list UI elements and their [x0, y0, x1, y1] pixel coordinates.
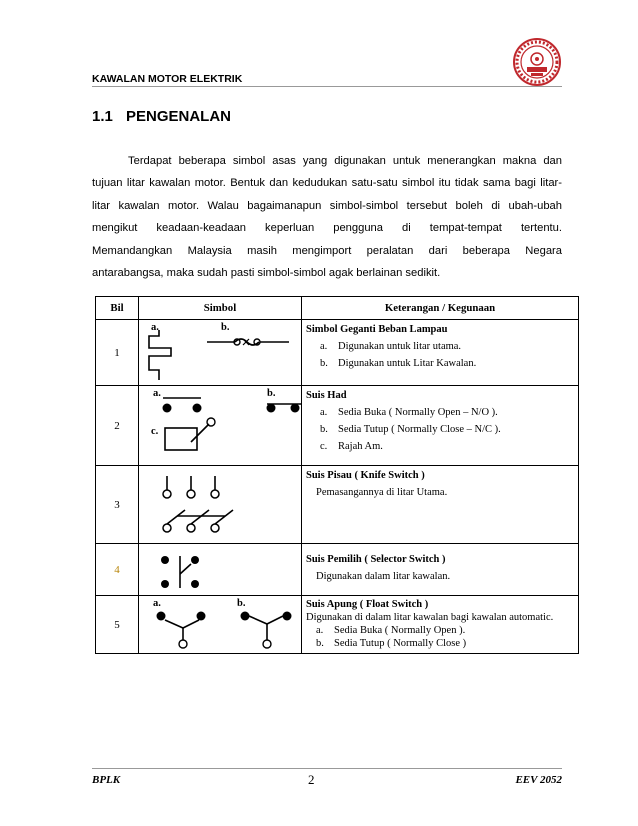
description-heading: Simbol Geganti Beban Lampau [306, 324, 448, 335]
paragraph-line: Terdapat beberapa simbol asas yang digunakan untuk menerangkan makna dan [128, 155, 562, 167]
description-cell [302, 596, 579, 654]
description-heading: Suis Pemilih ( Selector Switch ) [306, 554, 446, 565]
header-simbol: Simbol [139, 297, 302, 320]
row-number: 1 [96, 320, 139, 386]
paragraph-line: litar kawalan motor. Walau bagaimanapun simbol-simbol tersebut boleh di ubah-ubah [92, 199, 562, 212]
symbol-cell [139, 544, 302, 596]
description-heading: Suis Had [306, 390, 347, 401]
description-item: a. Digunakan untuk litar utama. [320, 341, 462, 352]
row-number: 3 [96, 466, 139, 544]
row-number: 2 [96, 386, 139, 466]
table-header-row [96, 297, 579, 320]
description-item: b. Sedia Tutup ( Normally Close ) [316, 638, 467, 649]
intro-paragraph [92, 150, 562, 284]
symbol-cell [139, 320, 302, 386]
symbol-label: b. [237, 598, 246, 609]
table-row [96, 386, 579, 466]
description-note: Digunakan dalam litar kawalan. [316, 571, 451, 582]
limit-switch-symbol [139, 386, 301, 466]
header-rule [92, 86, 562, 87]
header-keterangan: Keterangan / Kegunaan [302, 297, 579, 320]
paragraph-line: tujuan litar kawalan motor. Bentuk dan kedudukan satu-satu simbol itu tidak sama bagi litar- [92, 177, 562, 190]
page-number: 2 [308, 772, 315, 787]
description-cell [302, 386, 579, 466]
knife-switch-symbol [139, 466, 301, 544]
paragraph-line: Memandangkan Malaysia masih mengimport peralatan dari beberapa Negara [92, 244, 562, 257]
description-cell [302, 320, 579, 386]
table-row [96, 596, 579, 654]
description-item: a. Sedia Buka ( Normally Open – N/O ). [320, 407, 498, 418]
section-title [92, 108, 231, 125]
header-bil: Bil [96, 297, 139, 320]
footer-left: BPLK [92, 774, 121, 786]
row-number: 4 [96, 544, 139, 596]
description-note: Digunakan di dalam litar kawalan bagi kawalan automatic. [306, 612, 554, 623]
symbol-label: c. [151, 426, 159, 437]
symbol-label: b. [221, 322, 230, 333]
description-cell [302, 544, 579, 596]
description-item: b. Sedia Tutup ( Normally Close – N/C ). [320, 424, 501, 435]
description-note: Pemasangannya di litar Utama. [316, 487, 448, 498]
footer-right: EEV 2052 [515, 774, 562, 786]
symbol-label: a. [153, 598, 161, 609]
description-item: c. Rajah Am. [320, 441, 383, 452]
section-number: 1.1 [92, 108, 113, 125]
paragraph-line: antarabangsa, maka sudah pasti simbol-simbol agak berlainan sedikit. [92, 266, 441, 279]
symbol-table [95, 296, 579, 654]
overload-relay-symbol [139, 320, 301, 386]
symbol-label: a. [153, 388, 161, 399]
table-row [96, 544, 579, 596]
institution-logo [512, 37, 562, 87]
table-row [96, 320, 579, 386]
section-heading: PENGENALAN [126, 108, 232, 125]
footer-rule [92, 768, 562, 769]
row-number: 5 [96, 596, 139, 654]
symbol-label: b. [267, 388, 276, 399]
symbol-label: a. [151, 322, 159, 333]
description-item: b. Digunakan untuk Litar Kawalan. [320, 358, 477, 369]
description-heading: Suis Pisau ( Knife Switch ) [306, 470, 425, 481]
symbol-cell [139, 466, 302, 544]
running-header: KAWALAN MOTOR ELEKTRIK [92, 73, 243, 85]
selector-switch-symbol [139, 544, 301, 596]
description-cell [302, 466, 579, 544]
paragraph-line: mengikut keadaan-keadaan keperluan pengguna di tempat-tempat tertentu. [92, 222, 562, 235]
description-heading: Suis Apung ( Float Switch ) [306, 599, 429, 610]
symbol-cell [139, 596, 302, 654]
description-item: a. Sedia Buka ( Normally Open ). [316, 625, 466, 636]
symbol-cell [139, 386, 302, 466]
float-switch-symbol [139, 596, 301, 654]
table-row [96, 466, 579, 544]
